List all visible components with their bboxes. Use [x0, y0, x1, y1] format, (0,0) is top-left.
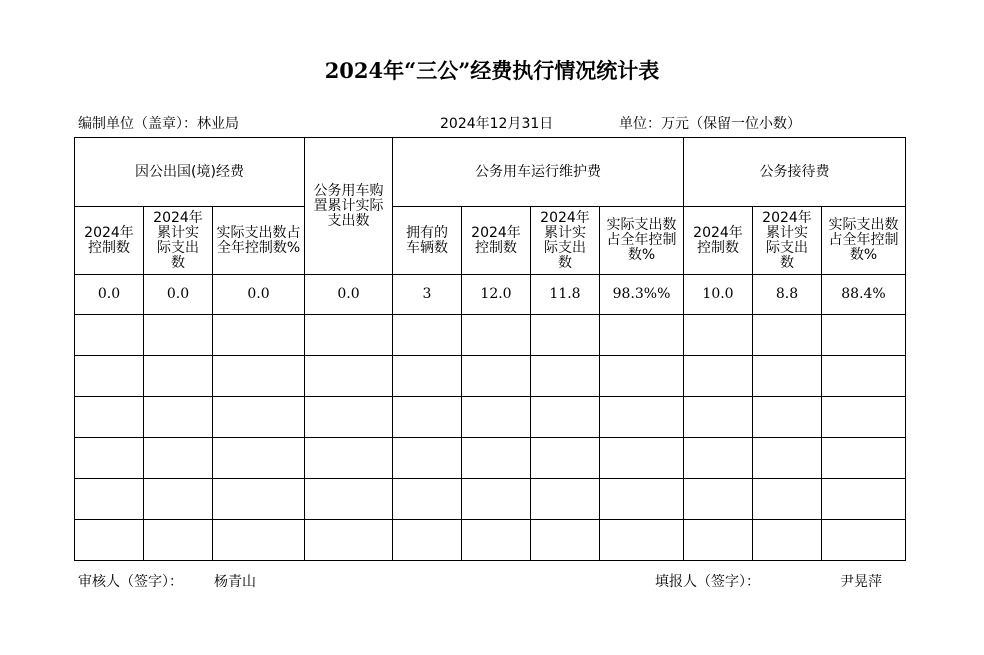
header-vehicle-operation: 公务用车运行维护费 — [393, 138, 684, 207]
header-vehicle-ratio-text: 实际支出数占全年控制数% — [606, 217, 677, 263]
table-row-empty — [75, 438, 906, 479]
table-row — [75, 275, 906, 315]
page-title: 2024年“三公”经费执行情况统计表 — [324, 58, 660, 83]
cell-reception-actual: 8.8 — [753, 275, 822, 315]
header-vehicle-count-text: 拥有的车辆数 — [406, 224, 448, 256]
cell-vehicle-purchase: 0.0 — [305, 275, 393, 315]
table-row-empty — [75, 356, 906, 397]
header-reception-control — [684, 207, 753, 275]
statistics-table — [74, 137, 906, 561]
header-reception-actual — [753, 207, 822, 275]
cell-abroad-actual: 0.0 — [144, 275, 213, 315]
header-abroad-control-text: 2024年控制数 — [84, 224, 134, 256]
filler-label: 填报人（签字）： — [655, 574, 760, 590]
header-reception-ratio — [822, 207, 906, 275]
cell-reception-control: 10.0 — [684, 275, 753, 315]
header-vehicle-purchase-text: 公务用车购置累计实际支出数 — [313, 182, 384, 229]
header-reception-actual-text: 2024年累计实际支出数 — [762, 209, 812, 271]
header-abroad-expense: 因公出国(境)经费 — [75, 138, 305, 207]
reviewer-label: 审核人（签字）： — [78, 574, 183, 590]
header-reception-ratio-text: 实际支出数占全年控制数% — [828, 217, 899, 263]
table-row-empty — [75, 397, 906, 438]
table-row-empty — [75, 479, 906, 520]
filler-name: 尹晃萍 — [840, 574, 882, 590]
cell-vehicle-count: 3 — [393, 275, 462, 315]
header-vehicle-control — [462, 207, 531, 275]
header-reception-expense: 公务接待费 — [684, 138, 906, 207]
cell-vehicle-ratio: 98.3%% — [600, 275, 684, 315]
cell-reception-ratio: 88.4% — [822, 275, 906, 315]
table-row-empty — [75, 520, 906, 561]
cell-vehicle-actual: 11.8 — [531, 275, 600, 315]
header-abroad-control — [75, 207, 144, 275]
header-vehicle-actual-text: 2024年累计实际支出数 — [540, 209, 590, 271]
unit-of-measure: 单位：万元（保留一位小数） — [619, 116, 801, 132]
header-abroad-actual — [144, 207, 213, 275]
header-abroad-ratio-text: 实际支出数占全年控制数% — [216, 224, 301, 256]
header-vehicle-ratio — [600, 207, 684, 275]
header-vehicle-count — [393, 207, 462, 275]
header-vehicle-control-text: 2024年控制数 — [471, 224, 521, 256]
header-abroad-ratio — [213, 207, 305, 275]
table-row-empty — [75, 315, 906, 356]
header-vehicle-purchase — [305, 138, 393, 275]
header-vehicle-actual — [531, 207, 600, 275]
header-abroad-actual-text: 2024年累计实际支出数 — [153, 209, 203, 271]
report-date: 2024年12月31日 — [440, 116, 554, 132]
cell-abroad-ratio: 0.0 — [213, 275, 305, 315]
cell-abroad-control: 0.0 — [75, 275, 144, 315]
compiling-unit: 编制单位（盖章）：林业局 — [78, 116, 239, 132]
reviewer-name: 杨青山 — [214, 574, 256, 590]
header-reception-control-text: 2024年控制数 — [693, 224, 743, 256]
cell-vehicle-control: 12.0 — [462, 275, 531, 315]
